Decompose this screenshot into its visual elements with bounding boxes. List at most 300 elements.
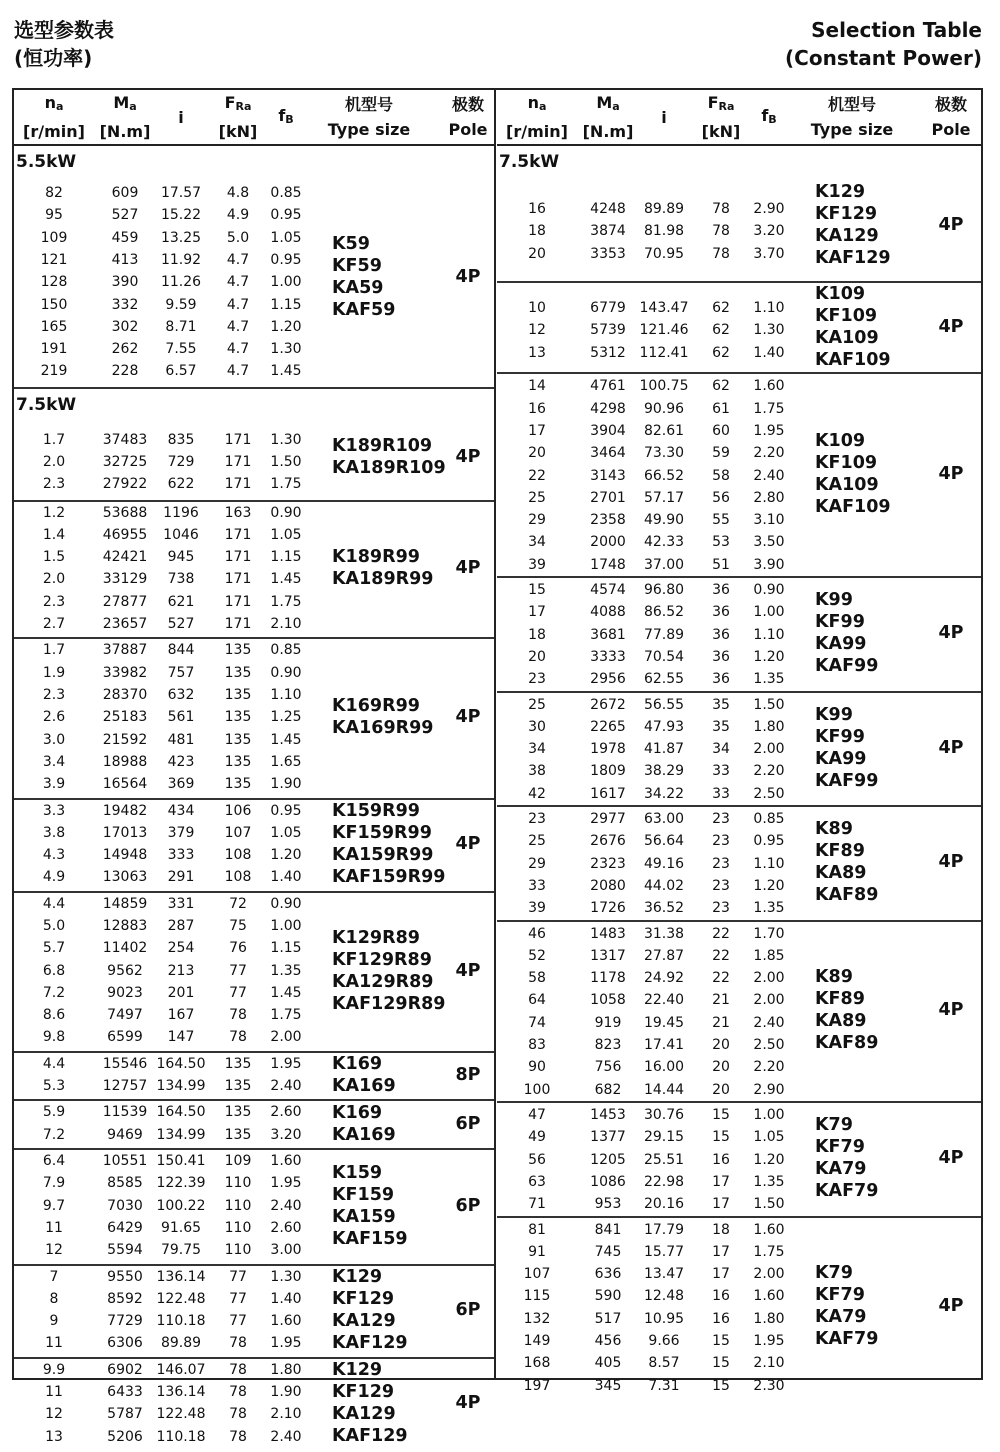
cell-i: 379 <box>167 824 195 841</box>
cell-fb: 2.20 <box>753 445 785 462</box>
cell-ma: 5206 <box>107 1428 143 1445</box>
cell-i: 434 <box>167 802 195 819</box>
cell-ma: 8585 <box>107 1175 143 1192</box>
cell-fra: 23 <box>712 855 730 872</box>
model-name: KA129 <box>332 1404 396 1425</box>
cell-ma: 919 <box>594 1014 622 1031</box>
cell-fra: 22 <box>712 970 730 987</box>
table-row <box>14 662 494 684</box>
cell-na: 17 <box>528 604 546 621</box>
table-row <box>497 1375 981 1397</box>
model-name: KA79 <box>815 1159 867 1180</box>
cell-ma: 682 <box>594 1081 622 1098</box>
cell-ma: 3353 <box>590 245 626 262</box>
table-row <box>14 1053 494 1075</box>
cell-na: 12 <box>528 322 546 339</box>
cell-ma: 823 <box>594 1037 622 1054</box>
header-fra-subscript: Ra <box>718 100 735 113</box>
cell-ma: 1205 <box>590 1151 626 1168</box>
cell-na: 5.0 <box>42 917 66 934</box>
cell-fra: 62 <box>712 322 730 339</box>
cell-na: 8 <box>49 1290 59 1307</box>
cell-na: 1.7 <box>42 431 66 448</box>
model-name: KA99 <box>815 748 867 769</box>
pole-value: 4P <box>938 852 964 873</box>
model-list <box>332 927 445 1015</box>
model-name: KF129 <box>332 1382 395 1403</box>
table-row <box>497 1171 981 1193</box>
cell-ma: 28370 <box>102 686 148 703</box>
model-name: KAF109 <box>815 497 891 518</box>
cell-fb: 1.30 <box>270 1268 302 1285</box>
cell-na: 29 <box>528 512 546 529</box>
cell-fb: 1.20 <box>753 877 785 894</box>
table-row <box>497 342 981 364</box>
cell-i: 29.15 <box>643 1129 685 1146</box>
cell-na: 11 <box>45 1383 63 1400</box>
cell-fb: 1.45 <box>270 984 302 1001</box>
cell-fra: 59 <box>712 445 730 462</box>
model-list <box>815 589 878 677</box>
cell-fra: 55 <box>712 512 730 529</box>
cell-ma: 9023 <box>107 984 143 1001</box>
spec-group <box>497 1101 981 1218</box>
cell-fb: 0.95 <box>270 802 302 819</box>
cell-i: 729 <box>167 453 195 470</box>
cell-ma: 4088 <box>590 604 626 621</box>
table-row <box>14 1403 494 1425</box>
cell-i: 56.64 <box>643 833 685 850</box>
cell-na: 5.9 <box>42 1104 66 1121</box>
table-row <box>14 1150 494 1172</box>
header-i-line: i <box>661 107 667 127</box>
table-row <box>497 1241 981 1263</box>
table-row <box>497 1079 981 1101</box>
model-name: KF89 <box>815 989 865 1010</box>
header-fb <box>271 90 301 144</box>
cell-fra: 36 <box>712 626 730 643</box>
cell-ma: 9562 <box>107 962 143 979</box>
model-list <box>332 233 395 321</box>
model-name: KAF99 <box>815 656 879 677</box>
table-row <box>14 182 494 204</box>
table-row <box>497 509 981 531</box>
header-na-symbol: n <box>527 93 539 112</box>
cell-na: 63 <box>528 1173 546 1190</box>
cell-fra: 15 <box>712 1355 730 1372</box>
cell-fra: 16 <box>712 1151 730 1168</box>
header-fra <box>696 90 746 144</box>
header-fra-line <box>225 90 252 119</box>
cell-fra: 23 <box>712 811 730 828</box>
cell-i: 7.55 <box>165 341 197 358</box>
cell-ma: 405 <box>594 1355 622 1372</box>
table-row <box>497 1219 981 1241</box>
cell-fb: 1.60 <box>753 378 785 395</box>
cell-fb: 1.85 <box>753 947 785 964</box>
model-list <box>815 283 891 371</box>
cell-fra: 107 <box>224 824 252 841</box>
cell-fra: 5.0 <box>226 229 250 246</box>
model-name: K59 <box>332 234 370 255</box>
model-name: KAF89 <box>815 1033 879 1054</box>
model-name: K89 <box>815 967 853 988</box>
cell-fra: 4.7 <box>226 318 250 335</box>
model-name: K129 <box>815 181 866 202</box>
cell-fb: 0.90 <box>270 504 302 521</box>
pole-value: 6P <box>455 1195 481 1216</box>
model-list <box>815 818 878 906</box>
cell-i: 91.65 <box>160 1219 202 1236</box>
cell-na: 82 <box>45 185 63 201</box>
header-fb-subscript: B <box>285 112 294 126</box>
cell-ma: 6429 <box>107 1219 143 1236</box>
cell-fra: 4.7 <box>226 251 250 268</box>
cell-fra: 171 <box>224 571 252 588</box>
table-row <box>497 442 981 464</box>
cell-fra: 4.7 <box>226 296 250 313</box>
cell-fra: 33 <box>712 763 730 780</box>
cell-i: 835 <box>167 431 195 448</box>
cell-fb: 1.20 <box>753 1151 785 1168</box>
cell-ma: 5739 <box>590 322 626 339</box>
cell-na: 2.3 <box>42 476 66 493</box>
cell-fra: 62 <box>712 378 730 395</box>
table-row <box>497 554 981 576</box>
cell-na: 9 <box>49 1313 59 1330</box>
spec-group <box>14 798 494 893</box>
cell-i: 150.41 <box>156 1153 206 1169</box>
cell-ma: 21592 <box>102 731 148 748</box>
cell-i: 738 <box>167 571 195 588</box>
cell-fb: 1.45 <box>270 363 302 380</box>
cell-na: 2.3 <box>42 593 66 610</box>
model-name: K189R109 <box>332 436 433 457</box>
cell-na: 109 <box>40 229 68 246</box>
pole-value: 4P <box>938 737 964 758</box>
cell-fb: 1.50 <box>753 696 785 713</box>
cell-na: 9.8 <box>42 1029 66 1046</box>
cell-ma: 2323 <box>590 855 626 872</box>
cell-ma: 11539 <box>102 1104 148 1121</box>
cell-fra: 109 <box>224 1153 252 1169</box>
table-row <box>497 1352 981 1374</box>
cell-fra: 78 <box>229 1361 247 1378</box>
model-name: KF159 <box>332 1184 395 1205</box>
header-fra-subscript: Ra <box>235 100 252 113</box>
cell-ma: 37887 <box>102 642 148 659</box>
cell-fra: 17 <box>712 1173 730 1190</box>
cell-na: 33 <box>528 877 546 894</box>
model-name: KA79 <box>815 1307 867 1328</box>
model-name: KA89 <box>815 1011 867 1032</box>
cell-na: 18 <box>528 223 546 240</box>
cell-fb: 0.95 <box>270 251 302 268</box>
cell-i: 136.14 <box>156 1268 206 1285</box>
table-row <box>497 760 981 782</box>
cell-fb: 1.60 <box>753 1288 785 1305</box>
model-name: KF89 <box>815 841 865 862</box>
cell-i: 287 <box>167 917 195 934</box>
title-chinese <box>14 16 114 72</box>
cell-i: 11.92 <box>160 251 202 268</box>
table-row <box>497 923 981 945</box>
cell-ma: 302 <box>111 318 139 335</box>
cell-fb: 2.00 <box>753 970 785 987</box>
header-fra-line: [kN] <box>218 122 258 141</box>
table-row <box>497 1126 981 1148</box>
section-power-title: 5.5kW <box>16 152 77 172</box>
cell-ma: 3904 <box>590 422 626 439</box>
cell-fb: 1.40 <box>270 1290 302 1307</box>
pole-value: 4P <box>938 623 964 644</box>
cell-na: 20 <box>528 648 546 665</box>
cell-fra: 62 <box>712 344 730 361</box>
cell-na: 100 <box>523 1081 551 1098</box>
header-ma-line <box>113 90 136 119</box>
cell-ma: 2676 <box>590 833 626 850</box>
cell-fra: 110 <box>224 1197 252 1214</box>
table-row <box>497 398 981 420</box>
table-row <box>14 751 494 773</box>
table-row <box>497 808 981 830</box>
cell-fb: 2.10 <box>270 616 302 633</box>
table-row <box>14 893 494 915</box>
cell-na: 74 <box>528 1014 546 1031</box>
cell-fb: 2.90 <box>753 1081 785 1098</box>
cell-fra: 36 <box>712 604 730 621</box>
cell-fb: 1.10 <box>270 686 302 703</box>
table-row <box>497 487 981 509</box>
cell-na: 91 <box>528 1243 546 1260</box>
cell-na: 25 <box>528 489 546 506</box>
cell-fb: 2.30 <box>753 1377 785 1394</box>
cell-fb: 1.45 <box>270 731 302 748</box>
cell-i: 19.45 <box>643 1014 685 1031</box>
cell-ma: 16564 <box>102 776 148 793</box>
spec-group <box>14 1148 494 1266</box>
title-cn-line1: 选型参数表 <box>14 18 114 42</box>
model-name: K99 <box>815 590 853 611</box>
cell-i: 369 <box>167 776 195 793</box>
cell-fb: 1.20 <box>270 847 302 864</box>
table-row <box>497 783 981 805</box>
cell-fb: 2.90 <box>753 201 785 217</box>
cell-fb: 2.60 <box>270 1104 302 1121</box>
cell-na: 6.4 <box>42 1153 66 1169</box>
cell-i: 25.51 <box>643 1151 685 1168</box>
cell-fra: 20 <box>712 1081 730 1098</box>
cell-i: 22.98 <box>643 1173 685 1190</box>
cell-na: 3.3 <box>42 802 66 819</box>
cell-ma: 17013 <box>102 824 148 841</box>
cell-ma: 527 <box>111 207 139 224</box>
cell-ma: 517 <box>594 1310 622 1327</box>
cell-na: 34 <box>528 534 546 551</box>
cell-na: 39 <box>528 900 546 917</box>
table-header <box>14 90 494 146</box>
cell-i: 213 <box>167 962 195 979</box>
model-name: KF159R99 <box>332 823 432 844</box>
cell-na: 2.3 <box>42 686 66 703</box>
header-ma-symbol: M <box>596 93 613 112</box>
cell-ma: 4761 <box>590 378 626 395</box>
header-na-symbol: n <box>44 93 56 112</box>
cell-fra: 171 <box>224 616 252 633</box>
cell-i: 7.31 <box>648 1377 680 1394</box>
cell-i: 122.39 <box>156 1175 206 1192</box>
model-list <box>332 546 433 590</box>
pole-value: 4P <box>455 960 481 981</box>
cell-i: 122.48 <box>156 1290 206 1307</box>
spec-group <box>14 1357 494 1452</box>
cell-na: 56 <box>528 1151 546 1168</box>
cell-fb: 0.95 <box>753 833 785 850</box>
model-name: KA109 <box>815 328 879 349</box>
cell-fra: 78 <box>229 1428 247 1445</box>
cell-fb: 1.50 <box>270 453 302 470</box>
cell-fb: 1.05 <box>753 1129 785 1146</box>
model-list <box>815 1262 878 1350</box>
cell-fra: 15 <box>712 1107 730 1123</box>
cell-fra: 62 <box>712 300 730 317</box>
cell-na: 95 <box>45 207 63 224</box>
header-type-line: Type size <box>810 120 894 139</box>
cell-fb: 0.90 <box>270 895 302 912</box>
cell-fb: 1.20 <box>270 318 302 335</box>
cell-fra: 108 <box>224 847 252 864</box>
cell-ma: 14948 <box>102 847 148 864</box>
table-row <box>497 967 981 989</box>
cell-i: 57.17 <box>643 489 685 506</box>
cell-na: 17 <box>528 422 546 439</box>
cell-fb: 1.10 <box>753 626 785 643</box>
table-row <box>497 375 981 397</box>
table-row <box>497 198 981 220</box>
cell-fra: 21 <box>712 992 730 1009</box>
cell-na: 128 <box>40 274 68 291</box>
header-fb-line <box>278 103 293 132</box>
model-name: KA169R99 <box>332 718 434 739</box>
cell-fra: 17 <box>712 1243 730 1260</box>
cell-fra: 60 <box>712 422 730 439</box>
cell-fb: 1.80 <box>753 1310 785 1327</box>
cell-fra: 110 <box>224 1219 252 1236</box>
cell-i: 38.29 <box>643 763 685 780</box>
cell-ma: 1086 <box>590 1173 626 1190</box>
cell-na: 10 <box>528 300 546 317</box>
cell-na: 15 <box>528 582 546 599</box>
cell-ma: 1453 <box>590 1107 626 1123</box>
table-row <box>14 1426 494 1448</box>
cell-ma: 27877 <box>102 593 148 610</box>
header-fra-symbol: F <box>224 93 236 112</box>
cell-fb: 2.00 <box>753 1266 785 1283</box>
cell-ma: 841 <box>594 1221 622 1238</box>
cell-fb: 1.35 <box>753 671 785 688</box>
header-pole <box>926 90 976 144</box>
cell-i: 481 <box>167 731 195 748</box>
model-name: KA169 <box>332 1076 396 1097</box>
model-list <box>332 1359 408 1447</box>
cell-ma: 14859 <box>102 895 148 912</box>
table-row <box>14 360 494 382</box>
cell-fb: 1.35 <box>753 1173 785 1190</box>
cell-i: 70.54 <box>643 648 685 665</box>
table-row <box>14 1075 494 1097</box>
cell-fra: 33 <box>712 785 730 802</box>
cell-fra: 171 <box>224 431 252 448</box>
model-name: KA129 <box>815 225 879 246</box>
cell-fb: 1.40 <box>753 344 785 361</box>
cell-ma: 3874 <box>590 223 626 240</box>
spec-group <box>14 500 494 640</box>
cell-ma: 37483 <box>102 431 148 448</box>
pole-value: 4P <box>938 1000 964 1021</box>
cell-i: 49.90 <box>643 512 685 529</box>
cell-ma: 456 <box>594 1333 622 1349</box>
cell-na: 11 <box>45 1219 63 1236</box>
cell-fb: 3.10 <box>753 512 785 529</box>
header-ma-line <box>596 90 619 119</box>
model-name: KF109 <box>815 306 878 327</box>
cell-fra: 78 <box>229 1406 247 1423</box>
header-ma-subscript: a <box>129 100 137 113</box>
model-list <box>332 1102 396 1146</box>
cell-i: 134.99 <box>156 1126 206 1143</box>
spec-group <box>497 281 981 374</box>
cell-fb: 2.40 <box>753 1014 785 1031</box>
cell-ma: 25183 <box>102 709 148 726</box>
cell-fra: 53 <box>712 534 730 551</box>
cell-fb: 1.80 <box>753 718 785 735</box>
header-na-subscript: a <box>55 100 64 113</box>
table-row <box>497 1012 981 1034</box>
header-fb-symbol: f <box>761 105 769 125</box>
cell-fra: 77 <box>229 1313 247 1330</box>
model-name: K89 <box>815 819 853 840</box>
cell-fra: 17 <box>712 1266 730 1283</box>
cell-ma: 2701 <box>590 489 626 506</box>
cell-ma: 3681 <box>590 626 626 643</box>
cell-i: 164.50 <box>156 1055 206 1072</box>
model-name: KA159R99 <box>332 845 434 866</box>
table-row <box>14 1381 494 1403</box>
pole-value: 8P <box>455 1065 481 1086</box>
cell-fb: 1.35 <box>753 900 785 917</box>
cell-fra: 35 <box>712 696 730 713</box>
cell-ma: 2956 <box>590 671 626 688</box>
cell-fb: 2.10 <box>753 1355 785 1372</box>
table-row <box>14 1195 494 1217</box>
cell-i: 24.92 <box>643 970 685 987</box>
table-row <box>497 738 981 760</box>
cell-fra: 135 <box>224 1055 252 1072</box>
cell-na: 121 <box>40 251 68 268</box>
cell-fb: 0.85 <box>270 185 302 201</box>
model-name: KAF159R99 <box>332 867 446 888</box>
spec-group <box>497 691 981 808</box>
model-name: KA129R89 <box>332 971 434 992</box>
cell-fb: 1.40 <box>270 869 302 886</box>
cell-i: 27.87 <box>643 947 685 964</box>
cell-ma: 2000 <box>590 534 626 551</box>
model-name: KA159 <box>332 1206 396 1227</box>
table-row <box>497 1193 981 1215</box>
cell-fra: 20 <box>712 1037 730 1054</box>
cell-ma: 3143 <box>590 467 626 484</box>
cell-na: 149 <box>523 1333 551 1349</box>
